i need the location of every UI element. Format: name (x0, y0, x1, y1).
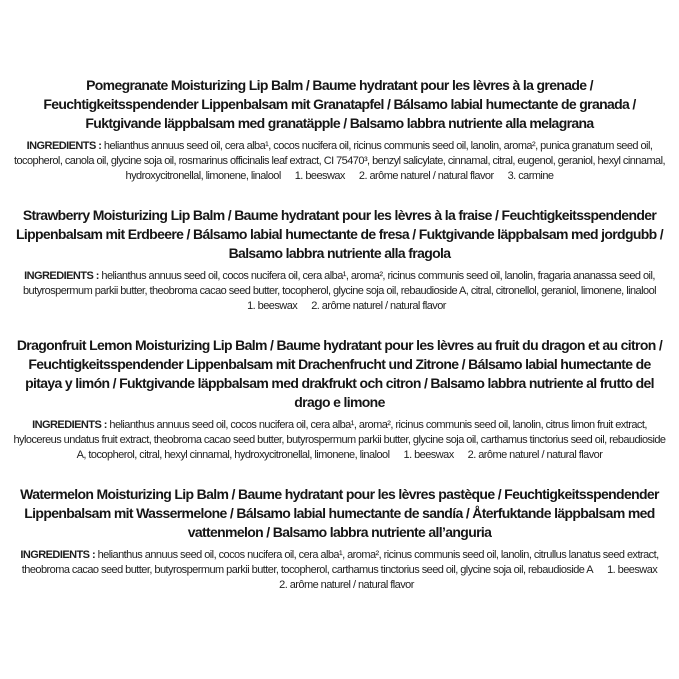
ingredients-text: helianthus annuus seed oil, cocos nucifera oil, cera alba¹, aroma², ricinus communis seed oil, lanolin, citrus limon fruit extract, hylocereus undatus fruit extract, theobroma cacao seed butter, butyrospermum parkii butter, glycine soja oil, carthamus tinctorius seed oil, rebaudioside A, tocopherol, citral, hexyl cinnamal, hydroxycitronellal, limonene, linalool (13, 419, 666, 461)
footnote-natural-flavor: 2. arôme naturel / natural flavor (279, 579, 414, 591)
ingredients-text: helianthus annuus seed oil, cera alba¹, cocos nucifera oil, ricinus communis seed oil, lanolin, aroma², punica granatum seed oil, tocopherol, canola oil, glycine soja oil, rosmarinus officinalis leaf extract, CI 75470³, benzyl salicylate, cinnamal, citral, eugenol, geraniol, hexyl cinnamal, hydroxycitronellal, limonene, linalool (13, 140, 666, 182)
section-title-strawberry: Strawberry Moisturizing Lip Balm / Baume hydratant pour les lèvres à la fraise / Feuchtigkeitsspendender Lippenbalsam mit Erdbeere / Bálsamo labial humectante de fresa / Fuktgivande läppbalsam med jordgubb / Balsamo labbra nutriente alla fragola (15, 207, 664, 261)
footnote-beeswax: 1. beeswax (403, 449, 454, 461)
footnote-carmine: 3. carmine (507, 170, 554, 182)
ingredients-label: INGREDIENTS : (32, 419, 107, 431)
ingredients-label: INGREDIENTS : (24, 270, 99, 282)
section-title-dragonfruit-lemon: Dragonfruit Lemon Moisturizing Lip Balm / Baume hydratant pour les lèvres au fruit du dragon et au citron / Feuchtigkeitsspendender Lippenbalsam mit Drachenfrucht und Zitrone / Bálsamo labial humectante de pitaya y limón / Fuktgivande läppbalsam med drakfrukt och citron / Balsamo labbra nutriente al frutto del drago e limone (16, 337, 663, 410)
ingredients-paragraph (11, 269, 668, 314)
footnote-natural-flavor: 2. arôme naturel / natural flavor (467, 449, 603, 461)
section-title-pomegranate: Pomegranate Moisturizing Lip Balm / Baume hydratant pour les lèvres à la grenade / Feuchtigkeitsspendender Lippenbalsam mit Granatapfel / Bálsamo labial humectante de granada / Fuktgivande läppbalsam med granatäpple / Balsamo labbra nutriente alla melagrana (43, 77, 636, 131)
footnote-natural-flavor: 2. arôme naturel / natural flavor (358, 170, 494, 182)
ingredients-text: helianthus annuus seed oil, cocos nucifera oil, cera alba¹, aroma², ricinus communis seed oil, lanolin, fragaria ananassa seed oil, butyrospermum parkii butter, theobroma cacao seed butter, tocopherol, glycine soja oil, rebaudioside A, citral, citronellol, geraniol, limonene, linalool (22, 270, 657, 297)
ingredients-label: INGREDIENTS : (20, 549, 96, 561)
ingredients-paragraph (11, 548, 668, 593)
product-section-pomegranate (11, 76, 668, 184)
footnote-beeswax: 1. beeswax (607, 564, 658, 576)
ingredients-paragraph (11, 139, 668, 184)
ingredient-label-sheet (11, 0, 668, 593)
ingredients-text: helianthus annuus seed oil, cocos nucifera oil, cera alba¹, aroma², ricinus communis seed oil, lanolin, citrullus lanatus seed extract, theobroma cacao seed butter, butyrospermum parkii butter, tocopherol, carthamus tinctorius seed oil, glycine soja oil, rebaudioside A (21, 549, 659, 576)
footnote-beeswax: 1. beeswax (247, 300, 298, 312)
footnote-natural-flavor: 2. arôme naturel / natural flavor (311, 300, 446, 312)
ingredients-label: INGREDIENTS : (26, 140, 102, 152)
ingredients-paragraph (11, 418, 668, 463)
section-title-watermelon: Watermelon Moisturizing Lip Balm / Baume hydratant pour les lèvres pastèque / Feuchtigkeitsspendender Lippenbalsam mit Wassermelone / Bálsamo labial humectante de sandía / Återfuktande läppbalsam med vattenmelon / Balsamo labbra nutriente all’anguria (20, 486, 659, 540)
footnote-beeswax: 1. beeswax (294, 170, 345, 182)
product-section-watermelon (11, 485, 668, 593)
product-section-dragonfruit-lemon (11, 336, 668, 463)
product-section-strawberry (11, 206, 668, 314)
